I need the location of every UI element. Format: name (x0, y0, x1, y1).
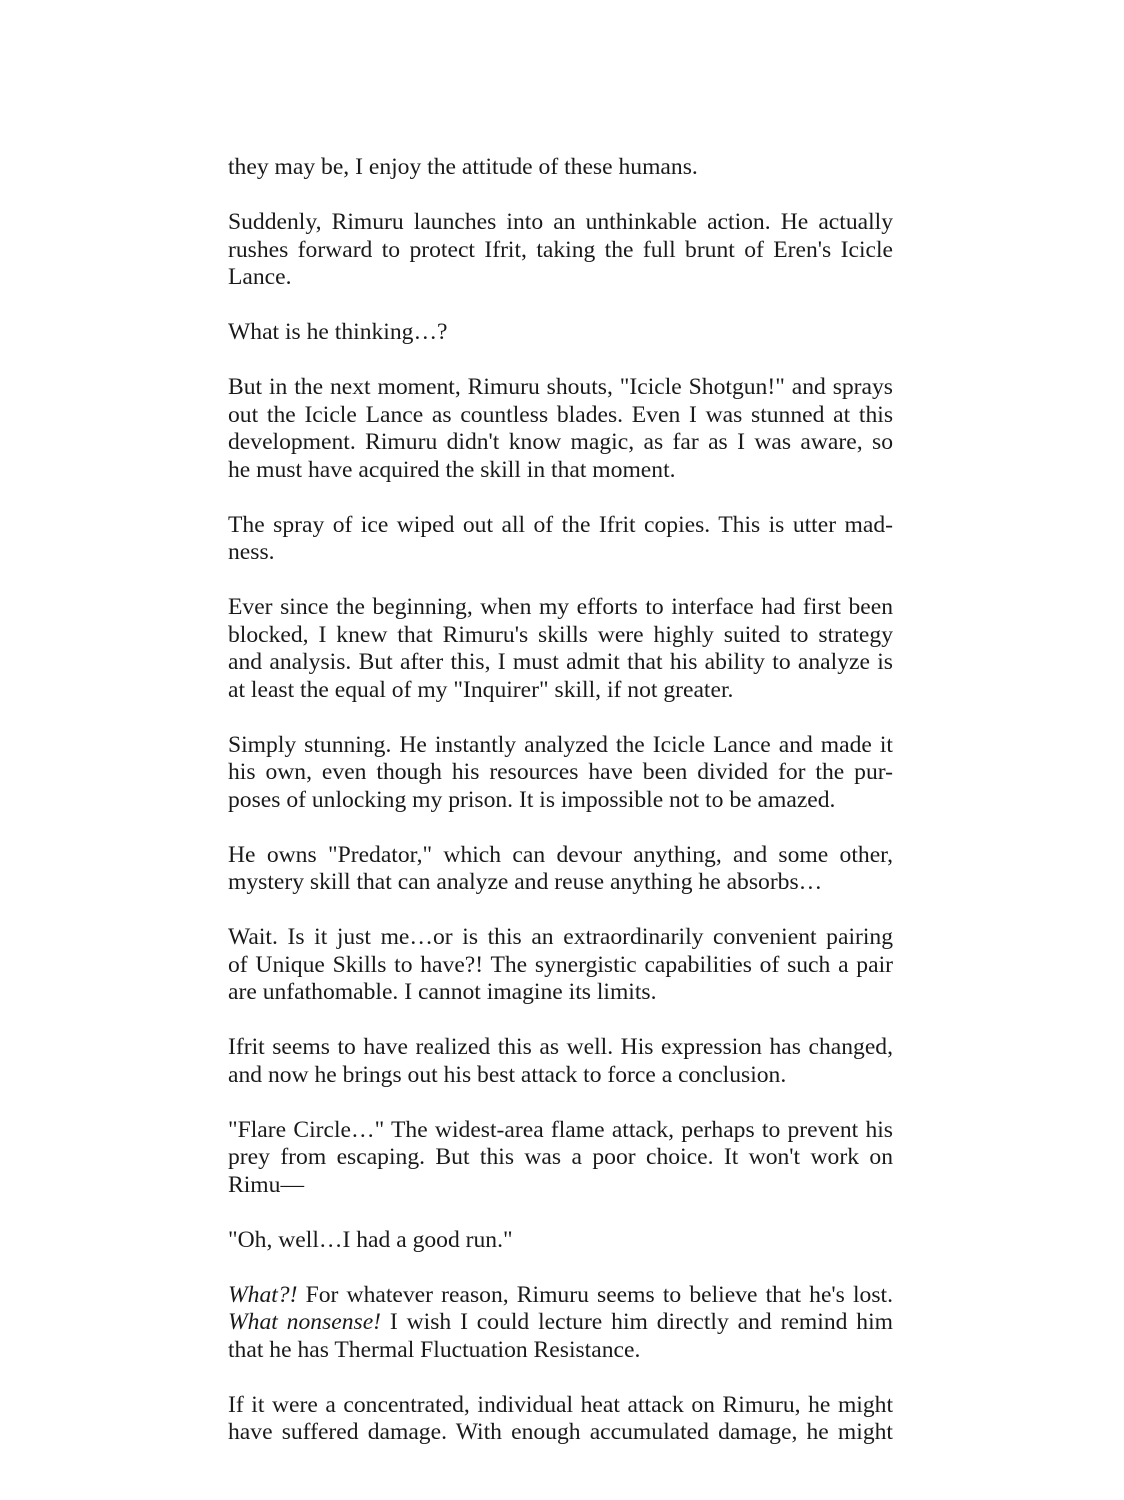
text-line: prey from escaping. But this was a poor choice. It won't work on (228, 1144, 893, 1170)
text-line: at least the equal of my "Inquirer" skill, if not greater. (228, 676, 734, 703)
text-line: Simply stunning. He instantly analyzed the Icicle Lance and made it (228, 731, 893, 758)
italic-exclamation: What?! (228, 1281, 298, 1308)
text-line: development. Rimuru didn't know magic, as far as I was aware, so (228, 429, 893, 455)
paragraph-12 (228, 1227, 893, 1255)
paragraph-4 (228, 374, 893, 484)
text-line: and analysis. But after this, I must admit that his ability to analyze is (228, 649, 893, 675)
text-line: What is he thinking…? (228, 319, 448, 345)
text-line: they may be, I enjoy the attitude of these humans. (228, 154, 698, 180)
text-line: mystery skill that can analyze and reuse anything he absorbs… (228, 869, 823, 895)
paragraph-6 (228, 594, 893, 704)
paragraph-11 (228, 1117, 893, 1200)
text-line: of Unique Skills to have?! The synergistic capabilities of such a pair (228, 951, 893, 978)
text-line: and now he brings out his best attack to force a conclusion. (228, 1061, 787, 1088)
text-line: that he has Thermal Fluctuation Resistance. (228, 1336, 641, 1363)
paragraph-5 (228, 512, 893, 567)
paragraph-9 (228, 924, 893, 1007)
paragraph-7 (228, 732, 893, 815)
text-line: If it were a concentrated, individual heat attack on Rimuru, he might (228, 1391, 893, 1418)
text-line: Lance. (228, 264, 292, 290)
book-page-body (228, 154, 893, 1447)
text-line: "Oh, well…I had a good run." (228, 1226, 513, 1253)
text-line: have suffered damage. With enough accumulated damage, he might (228, 1419, 893, 1445)
text-line (228, 1309, 893, 1337)
paragraph-3 (228, 319, 893, 347)
text-line: The spray of ice wiped out all of the Ifrit copies. This is utter mad- (228, 511, 893, 538)
text-line: But in the next moment, Rimuru shouts, "Icicle Shotgun!" and sprays (228, 374, 893, 400)
italic-exclamation: What nonsense! (228, 1309, 382, 1335)
paragraph-14 (228, 1392, 893, 1447)
text-line: poses of unlocking my prison. It is impossible not to be amazed. (228, 786, 836, 813)
paragraph-10 (228, 1034, 893, 1089)
text-line: Suddenly, Rimuru launches into an unthinkable action. He actually (228, 209, 893, 235)
paragraph-13 (228, 1282, 893, 1365)
text-line: He owns "Predator," which can devour anything, and some other, (228, 841, 893, 868)
text-line: he must have acquired the skill in that moment. (228, 456, 676, 483)
text-line: Ever since the beginning, when my efforts to interface had first been (228, 594, 893, 620)
paragraph-2 (228, 209, 893, 292)
text-line: blocked, I knew that Rimuru's skills were highly suited to strategy (228, 621, 893, 648)
text-line: his own, even though his resources have been divided for the pur- (228, 759, 893, 785)
text-line: are unfathomable. I cannot imagine its limits. (228, 979, 657, 1005)
text-line: Ifrit seems to have realized this as well. His expression has changed, (228, 1034, 893, 1060)
text-line: Wait. Is it just me…or is this an extraordinarily convenient pairing (228, 924, 893, 950)
text-line: out the Icicle Lance as countless blades. Even I was stunned at this (228, 401, 893, 428)
paragraph-1 (228, 154, 893, 182)
text-run: I wish I could lecture him directly and remind him (381, 1309, 893, 1335)
text-line: "Flare Circle…" The widest-area flame attack, perhaps to prevent his (228, 1116, 893, 1143)
text-line: rushes forward to protect Ifrit, taking the full brunt of Eren's Icicle (228, 236, 893, 263)
text-line: Rimu— (228, 1171, 305, 1198)
text-line: ness. (228, 539, 275, 565)
text-run: For whatever reason, Rimuru seems to believe that he's lost. (297, 1281, 893, 1308)
paragraph-8 (228, 842, 893, 897)
text-line (228, 1282, 893, 1310)
